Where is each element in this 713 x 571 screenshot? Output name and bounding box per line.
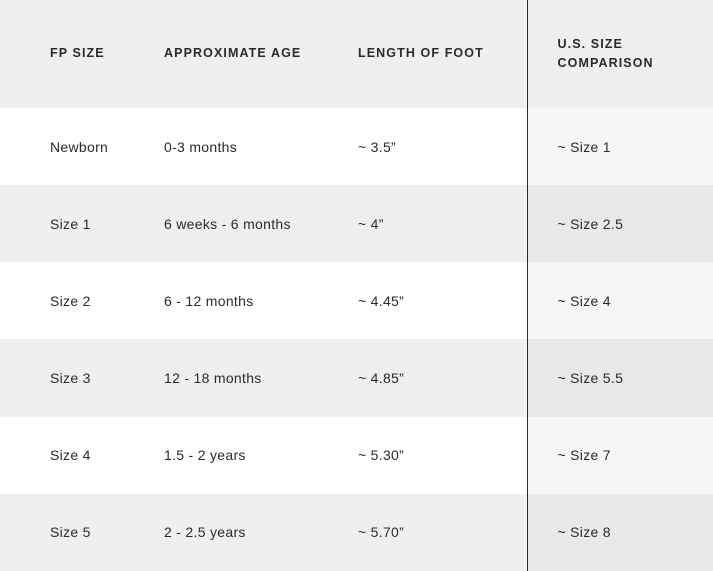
cell-us-size-comparison	[527, 339, 713, 416]
column-header-approximate-age	[163, 0, 357, 108]
cell-length-of-foot	[357, 494, 527, 571]
cell-us-size-comparison	[527, 262, 713, 339]
cell-length-of-foot	[357, 262, 527, 339]
cell-length-of-foot	[357, 417, 527, 494]
cell-fp-size-text: Size 4	[50, 447, 91, 464]
cell-fp-size-text: Size 5	[50, 524, 91, 541]
cell-approximate-age	[163, 185, 357, 262]
cell-approximate-age	[163, 262, 357, 339]
table-row	[0, 339, 713, 416]
cell-fp-size	[0, 108, 163, 185]
cell-us-size-comparison-text: ~ Size 8	[557, 524, 611, 541]
column-header-length-of-foot-label: LENGTH OF FOOT	[358, 46, 484, 61]
table-header	[0, 0, 713, 108]
table-body	[0, 108, 713, 571]
cell-us-size-comparison	[527, 417, 713, 494]
cell-approximate-age-text: 12 - 18 months	[164, 370, 262, 387]
cell-us-size-comparison-text: ~ Size 2.5	[557, 215, 624, 232]
cell-fp-size-text: Size 1	[50, 215, 91, 232]
cell-us-size-comparison-text: ~ Size 1	[557, 138, 611, 155]
cell-approximate-age	[163, 339, 357, 416]
cell-fp-size	[0, 185, 163, 262]
cell-us-size-comparison-text: ~ Size 5.5	[557, 370, 624, 387]
cell-approximate-age-text: 6 weeks - 6 months	[164, 215, 291, 232]
table-header-row	[0, 0, 713, 108]
table-row	[0, 185, 713, 262]
column-header-fp-size-label: FP SIZE	[50, 46, 105, 61]
table-row	[0, 108, 713, 185]
cell-length-of-foot	[357, 108, 527, 185]
cell-approximate-age	[163, 108, 357, 185]
table-row	[0, 494, 713, 571]
cell-fp-size	[0, 339, 163, 416]
cell-us-size-comparison	[527, 185, 713, 262]
cell-length-of-foot-text: ~ 5.70”	[358, 524, 405, 541]
column-header-length-of-foot	[357, 0, 527, 108]
cell-length-of-foot-text: ~ 4.85”	[358, 370, 405, 387]
column-header-approximate-age-label: APPROXIMATE AGE	[164, 46, 302, 61]
cell-approximate-age	[163, 494, 357, 571]
cell-approximate-age-text: 0-3 months	[164, 138, 238, 155]
column-header-us-size-comparison	[527, 0, 713, 108]
cell-approximate-age-text: 1.5 - 2 years	[164, 447, 246, 464]
cell-fp-size-text: Size 3	[50, 370, 91, 387]
cell-length-of-foot-text: ~ 4.45”	[358, 292, 405, 309]
cell-fp-size-text: Size 2	[50, 292, 91, 309]
cell-us-size-comparison	[527, 494, 713, 571]
cell-us-size-comparison-text: ~ Size 4	[557, 292, 611, 309]
cell-fp-size	[0, 494, 163, 571]
cell-length-of-foot-text: ~ 5.30”	[358, 447, 405, 464]
cell-fp-size	[0, 262, 163, 339]
cell-length-of-foot-text: ~ 4”	[358, 215, 384, 232]
cell-approximate-age-text: 2 - 2.5 years	[164, 524, 246, 541]
cell-approximate-age	[163, 417, 357, 494]
cell-fp-size	[0, 417, 163, 494]
cell-length-of-foot-text: ~ 3.5”	[358, 138, 396, 155]
cell-us-size-comparison-text: ~ Size 7	[557, 447, 611, 464]
column-header-fp-size	[0, 0, 163, 108]
cell-us-size-comparison	[527, 108, 713, 185]
cell-fp-size-text: Newborn	[50, 138, 109, 155]
cell-approximate-age-text: 6 - 12 months	[164, 292, 254, 309]
table-row	[0, 417, 713, 494]
cell-length-of-foot	[357, 339, 527, 416]
column-header-us-size-comparison-label: U.S. SIZE COMPARISON	[557, 36, 654, 70]
table-row	[0, 262, 713, 339]
cell-length-of-foot	[357, 185, 527, 262]
